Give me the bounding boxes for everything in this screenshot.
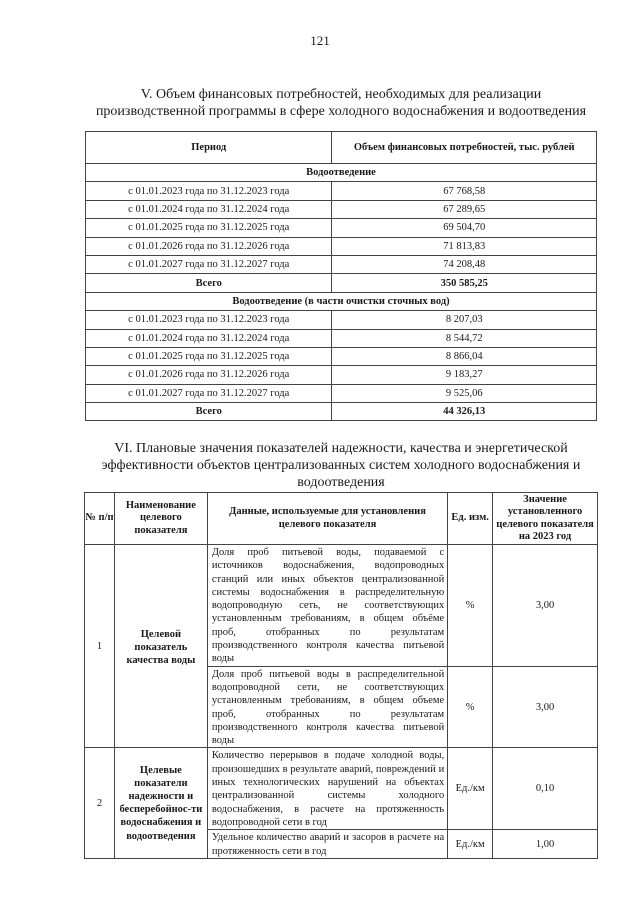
table-header-row (86, 132, 597, 164)
table-row (86, 200, 597, 218)
period-cell: с 01.01.2024 года по 31.12.2024 года (86, 200, 332, 218)
header-period: Период (86, 132, 332, 164)
financial-needs-table (85, 131, 597, 421)
period-cell: с 01.01.2027 года по 31.12.2027 года (86, 384, 332, 402)
indicator-name (114, 545, 207, 748)
group-row (86, 292, 597, 310)
period-cell: с 01.01.2025 года по 31.12.2025 года (86, 347, 332, 365)
indicator-unit: % (448, 666, 493, 748)
table-header-row (85, 493, 598, 545)
section-v-title-line-1: V. Объем финансовых потребностей, необходимых для реализации (140, 87, 542, 102)
table-row (86, 255, 597, 273)
table-row (86, 384, 597, 402)
indicator-name-text: Целевой показатель качества воды (126, 628, 196, 667)
table-row (86, 311, 597, 329)
indicator-unit: Ед./км (448, 830, 493, 859)
amount-cell: 74 208,48 (332, 255, 597, 273)
indicator-name: Целевые показатели надежности и бесперебойнос-ти водоснабжения и водоотведения (114, 748, 207, 858)
group-label-wastewater: Водоотведение (86, 164, 597, 182)
table-row (86, 237, 597, 255)
period-cell: с 01.01.2026 года по 31.12.2026 года (86, 366, 332, 384)
period-cell: с 01.01.2025 года по 31.12.2025 года (86, 219, 332, 237)
period-cell: с 01.01.2023 года по 31.12.2023 года (86, 182, 332, 200)
period-cell: с 01.01.2024 года по 31.12.2024 года (86, 329, 332, 347)
amount-cell: 8 207,03 (332, 311, 597, 329)
page-number: 121 (310, 33, 330, 48)
table-row (86, 329, 597, 347)
amount-cell: 67 289,65 (332, 200, 597, 218)
amount-cell: 9 525,06 (332, 384, 597, 402)
section-v-title-line-2: производственной программы в сфере холодного водоснабжения и водоотведения (95, 104, 587, 119)
indicator-value: 0,10 (493, 748, 598, 830)
header-indicator-name: Наименование целевого показателя (114, 493, 207, 545)
row-number: 2 (85, 748, 115, 858)
period-cell: с 01.01.2026 года по 31.12.2026 года (86, 237, 332, 255)
table-row (86, 182, 597, 200)
total-row (86, 274, 597, 292)
indicator-unit: % (448, 545, 493, 667)
header-data: Данные, используемые для установления целевого показателя (207, 493, 447, 545)
period-cell: с 01.01.2027 года по 31.12.2027 года (86, 255, 332, 273)
period-cell: с 01.01.2023 года по 31.12.2023 года (86, 311, 332, 329)
section-vi-title (84, 440, 598, 491)
indicator-data: Количество перерывов в подаче холодной воды, произошедших в результате аварий, повреждений и иных технологических нарушений на объектах централизованной системы холодного водоснабжения, в расчете на протяженность водопроводной сети в год (207, 748, 447, 830)
group-label-wastewater-treatment: Водоотведение (в части очистки сточных вод) (86, 292, 597, 310)
header-number: № п/п (85, 493, 115, 545)
section-vi-title-line-1: VI. Плановые значения показателей надежности, качества и энергетической (114, 441, 568, 456)
indicator-unit: Ед./км (448, 748, 493, 830)
row-number: 1 (85, 545, 115, 748)
table-row (86, 366, 597, 384)
indicator-value: 3,00 (493, 545, 598, 667)
amount-cell: 9 183,27 (332, 366, 597, 384)
total-value: 350 585,25 (332, 274, 597, 292)
group-row (86, 164, 597, 182)
section-vi-title-line-3: водоотведения (297, 475, 385, 490)
total-value: 44 326,13 (332, 403, 597, 421)
amount-cell: 71 813,83 (332, 237, 597, 255)
total-row (86, 403, 597, 421)
total-label: Всего (86, 274, 332, 292)
table-row (85, 545, 598, 667)
header-amount: Объем финансовых потребностей, тыс. рублей (332, 132, 597, 164)
indicator-value: 1,00 (493, 830, 598, 859)
indicator-data: Удельное количество аварий и засоров в расчете на протяженность сети в год (207, 830, 447, 859)
indicator-value: 3,00 (493, 666, 598, 748)
table-row (86, 347, 597, 365)
target-indicators-table (84, 492, 598, 859)
table-row (85, 748, 598, 830)
indicator-data: Доля проб питьевой воды в распределительной водопроводной сети, не соответствующих установленным требованиям, в общем объеме проб, отобранных по результатам производственного контроля качества питьевой воды (207, 666, 447, 748)
amount-cell: 69 504,70 (332, 219, 597, 237)
section-vi-title-line-2: эффективности объектов централизованных систем холодного водоснабжения и (101, 458, 581, 473)
amount-cell: 8 544,72 (332, 329, 597, 347)
amount-cell: 67 768,58 (332, 182, 597, 200)
header-value: Значение установленного целевого показателя на 2023 год (493, 493, 598, 545)
total-label: Всего (86, 403, 332, 421)
amount-cell: 8 866,04 (332, 347, 597, 365)
section-v-title (84, 86, 598, 120)
header-unit: Ед. изм. (448, 493, 493, 545)
indicator-data: Доля проб питьевой воды, подаваемой с источников водоснабжения, водопроводных станций или иных объектов централизованной системы водоснабжения в распределительную водопроводную сеть, не соответствующих установленным требованиям, в общем объёме проб, отобранных по результатам производственного контроля качества питьевой воды (207, 545, 447, 667)
table-row (86, 219, 597, 237)
